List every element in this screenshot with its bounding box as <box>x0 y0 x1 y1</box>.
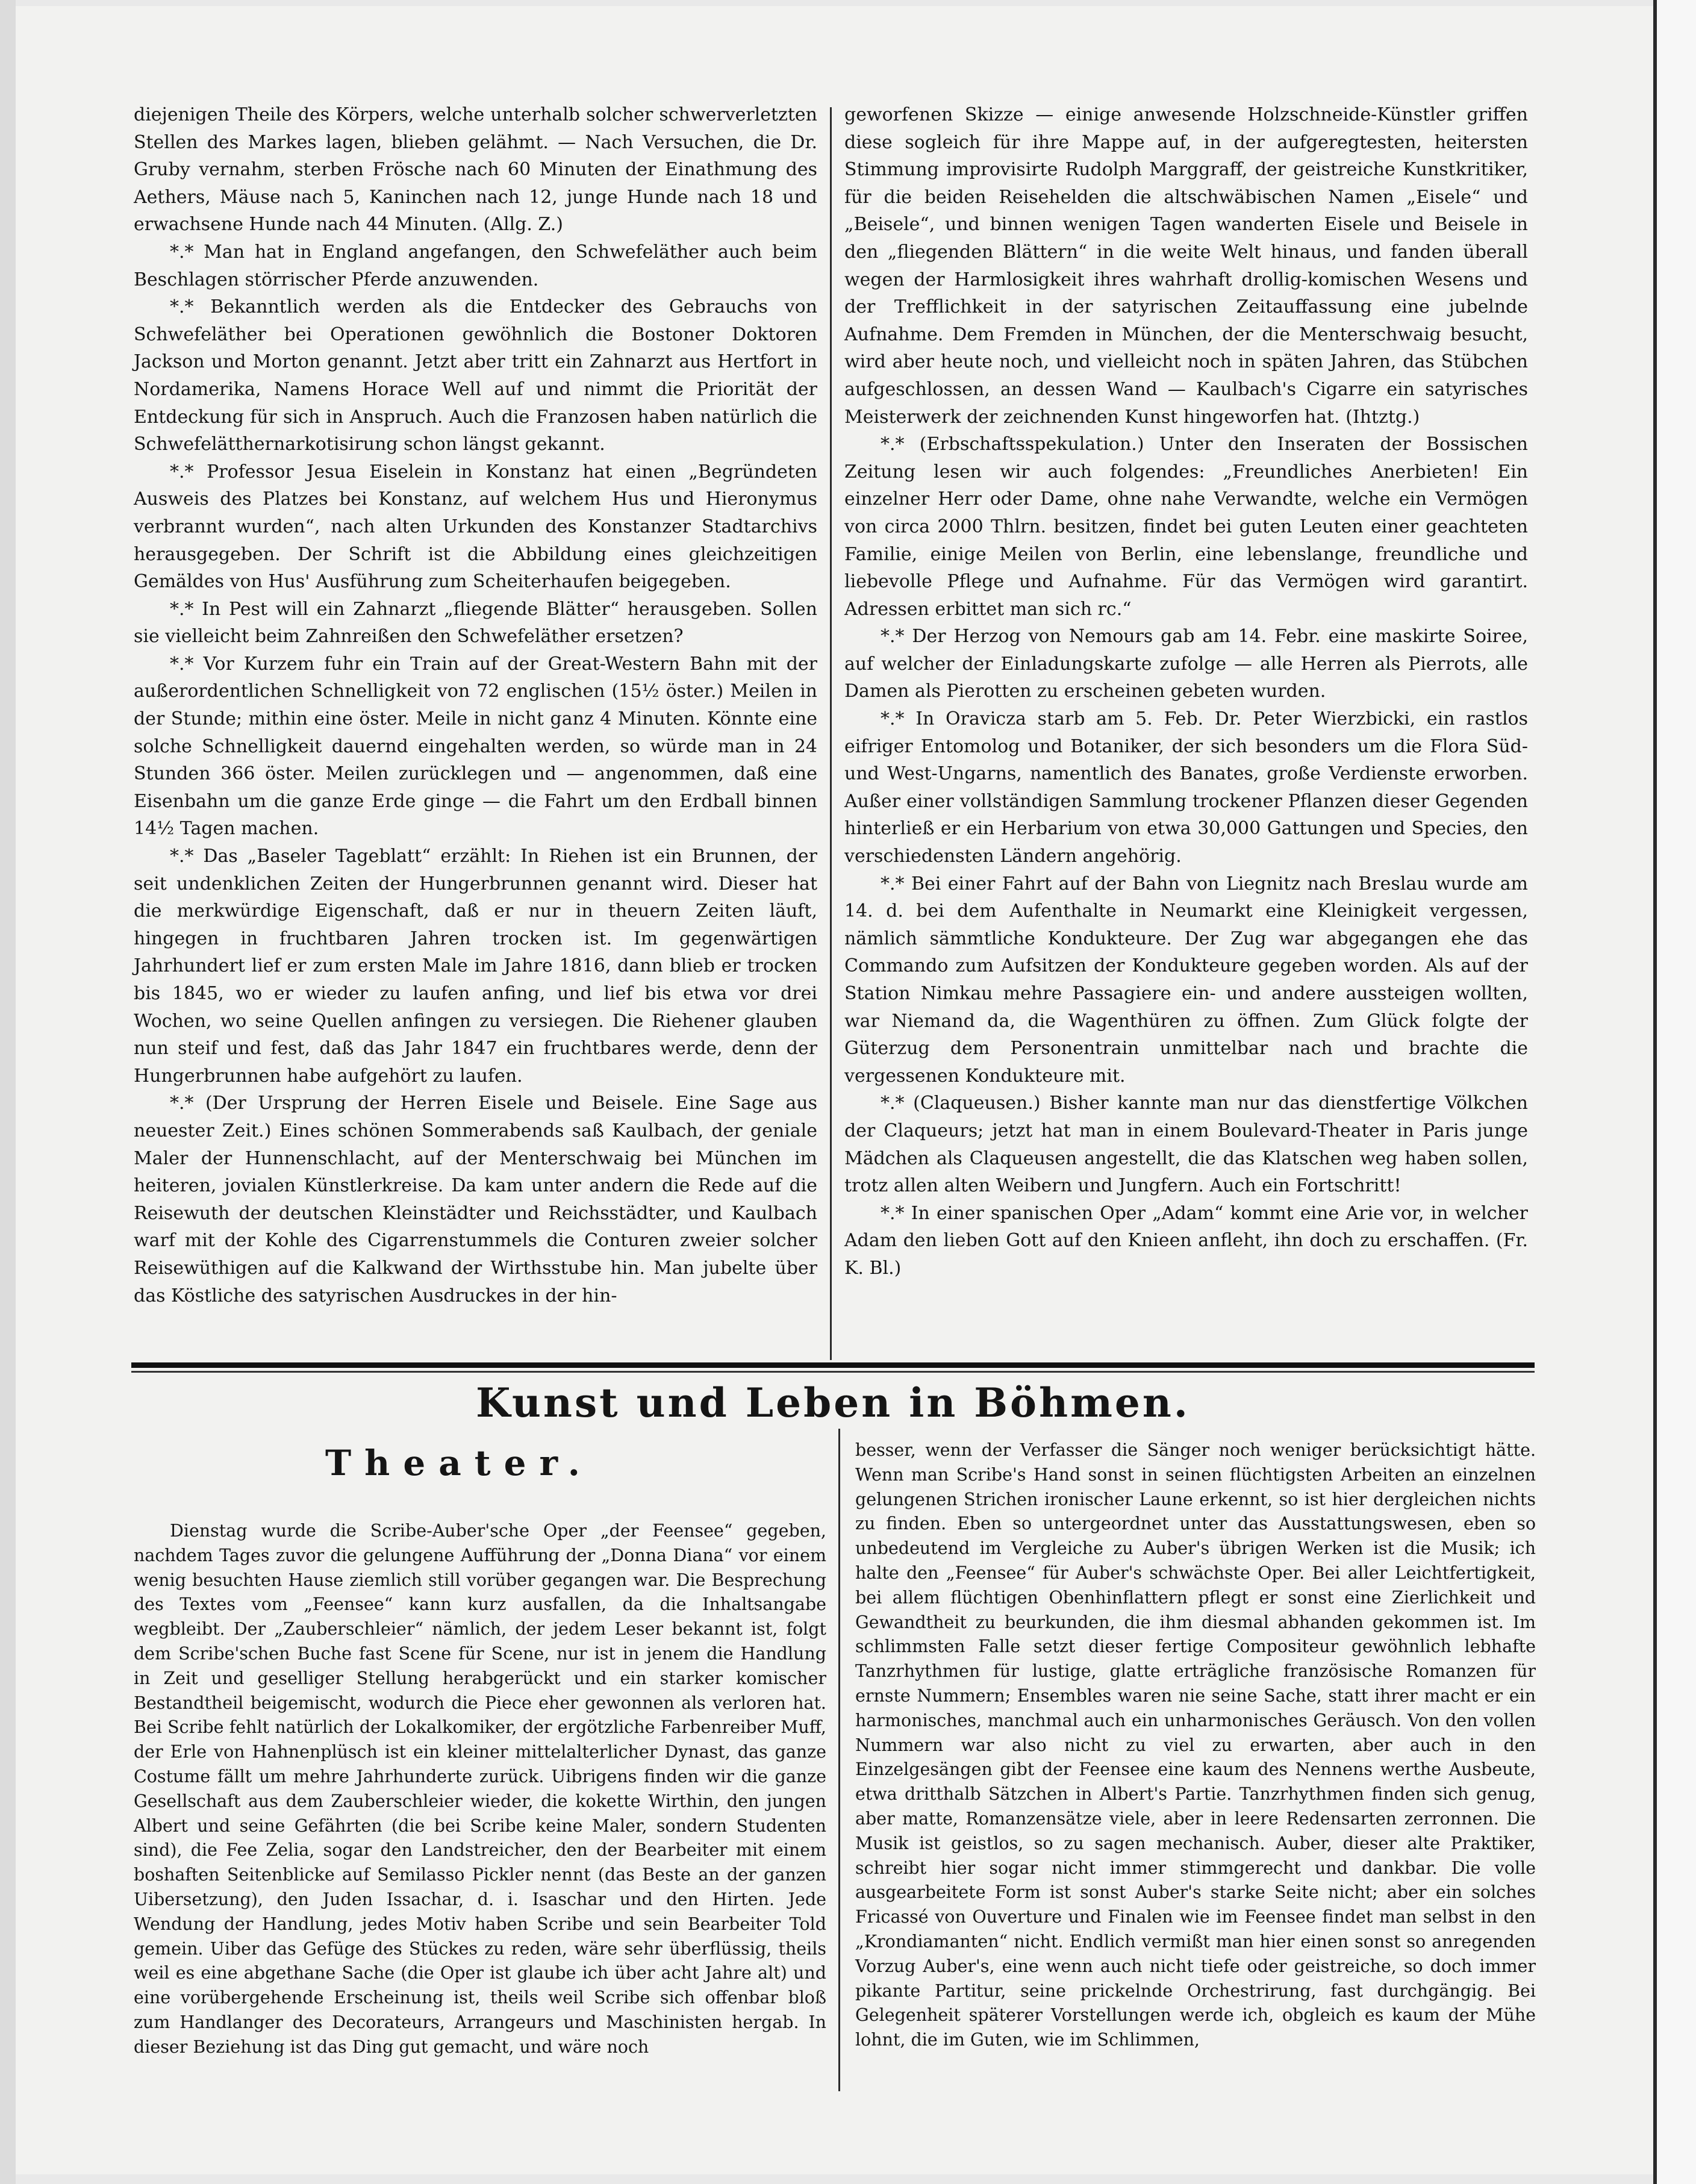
column-divider-top <box>830 107 832 1360</box>
paragraph: *.* Der Herzog von Nemours gab am 14. Febr. eine maskirte Soiree, auf welcher der Einladungskarte zufolge — alle Herren als Pierrots, alle Damen als Pierotten zu erscheinen gebeten wurden. <box>844 626 1528 702</box>
paragraph: *.* Das „Baseler Tageblatt“ erzählt: In Riehen ist ein Brunnen, der seit undenklichen Zeiten der Hungerbrunnen genannt wird. Dieser hat die merkwürdige Eigenschaft, daß er nur in theuern Zeiten läuft, hingegen in fruchtbaren Jahren trocken ist. Im gegenwärtigen Jahrhundert lief er zum ersten Male im Jahre 1816, dann blieb er trocken bis 1845, wo er wieder zu laufen anfing, und lief bis etwa vor drei Wochen, wo seine Quellen anfingen zu versiegen. Die Riehener glauben nun steif und fest, daß das Jahr 1847 ein fruchtbares werde, denn der Hungerbrunnen habe aufgehört zu laufen. <box>134 846 817 1087</box>
paragraph: *.* Bei einer Fahrt auf der Bahn von Liegnitz nach Breslau wurde am 14. d. bei dem Aufenthalte in Neumarkt eine Kleinigkeit vergessen, nämlich sämmtliche Kondukteure. Der Zug war abgegangen ehe das Commando zum Aufsitzen der Kondukteure gegeben worden. Als auf der Station Nimkau mehre Passagiere ein- und andere aussteigen wollten, war Niemand da, die Wagenthüren zu öffnen. Zum Glück folgte der Güterzug dem Personentrain unmittelbar nach und brachte die vergessenen Kondukteure mit. <box>844 873 1528 1087</box>
scan-left-margin <box>0 0 16 2184</box>
paragraph: Dienstag wurde die Scribe-Auber'sche Oper „der Feensee“ gegeben, nachdem Tages zuvor die gelungene Aufführung der „Donna Diana“ vor einem wenig besuchten Hause ziemlich still vorüber gegangen war. Die Besprechung des Textes vom „Feensee“ kann kurz ausfallen, da die Inhaltsangabe wegbleibt. Der „Zauberschleier“ nämlich, der jedem Leser bekannt ist, folgt dem Scribe'schen Buche fast Scene für Scene, nur ist in jenem die Handlung in Zeit und geselliger Stellung herabgerückt und ein starker komischer Bestandtheil beigemischt, wodurch die Piece eher gewonnen als verloren hat. Bei Scribe fehlt natürlich der Lokalkomiker, der ergötzliche Farbenreiber Muff, der Erle von Hahnenplüsch ist ein kleiner mittelalterlicher Dynast, das ganze Costume fällt um mehre Jahrhunderte zurück. Uibrigens finden wir die ganze Gesellschaft aus dem Zauberschleier wieder, die kokette Wirthin, den jungen Albert und seine Gefährten (die bei Scribe keine Maler, sondern Studenten sind), die Fee Zelia, sogar den Landstreicher, den der Bearbeiter mit einem boshaften Seitenblicke auf Semilasso Pickler nennt (das Beste an der ganzen Uibersetzung), den Juden Issachar, d. i. Isaschar und den Hirten. Jede Wendung der Handlung, jedes Motiv haben Scribe und sein Bearbeiter Told gemein. Uiber das Gefüge des Stückes zu reden, wäre sehr überflüssig, theils weil es eine abgethane Sache (die Oper ist glaube ich über acht Jahre alt) und eine vorübergehende Erscheinung ist, theils weil Scribe sich offenbar bloß zum Handlanger des Decorateurs, Arrangeurs und Maschinisten hergab. In dieser Beziehung ist das Ding gut gemacht, und wäre noch <box>134 1521 826 2057</box>
subsection-heading: Theater. <box>325 1443 593 1484</box>
section-rule-thin <box>131 1371 1535 1373</box>
paragraph: *.* Vor Kurzem fuhr ein Train auf der Great-Western Bahn mit der außerordentlichen Schnelligkeit von 72 englischen (15½ öster.) Meilen in der Stunde; mithin eine öster. Meile in nicht ganz 4 Minuten. Könnte eine solche Schnelligkeit dauernd eingehalten werden, so würde man in 24 Stunden 366 öster. Meilen zurücklegen und — angenommen, daß eine Eisenbahn um die ganze Erde ginge — die Fahrt um den Erdball binnen 14½ Tagen machen. <box>134 653 817 840</box>
bottom-right-column <box>855 1438 1536 2053</box>
bottom-left-column <box>134 1519 826 2060</box>
paragraph: *.* In einer spanischen Oper „Adam“ kommt eine Arie vor, in welcher Adam den lieben Gott auf den Knieen anfleht, ihn doch zu erschaffen. (Fr. K. Bl.) <box>844 1202 1528 1279</box>
top-left-column <box>134 101 817 1309</box>
top-right-column <box>844 101 1528 1282</box>
column-divider-bottom <box>838 1429 840 2091</box>
section-heading: Kunst und Leben in Böhmen. <box>476 1379 1190 1426</box>
scan-right-edge <box>1653 0 1696 2184</box>
paragraph: *.* In Pest will ein Zahnarzt „fliegende Blätter“ herausgeben. Sollen sie vielleicht beim Zahnreißen den Schwefeläther ersetzen? <box>134 598 817 647</box>
paragraph: *.* (Claqueusen.) Bisher kannte man nur das dienstfertige Völkchen der Claqueurs; jetzt hat man in einem Boulevard-Theater in Paris junge Mädchen als Claqueusen angestellt, die das Klatschen weg haben sollen, trotz allen alten Weibern und Jungfern. Auch ein Fortschritt! <box>844 1093 1528 1197</box>
section-rule-thick <box>131 1362 1535 1368</box>
paragraph: diejenigen Theile des Körpers, welche unterhalb solcher schwerverletzten Stellen des Markes lagen, blieben gelähmt. — Nach Versuchen, die Dr. Gruby vernahm, sterben Frösche nach 60 Minuten der Einathmung des Aethers, Mäuse nach 5, Kaninchen nach 12, junge Hunde nach 18 und erwachsene Hunde nach 44 Minuten. (Allg. Z.) <box>134 104 817 236</box>
paragraph: *.* Man hat in England angefangen, den Schwefeläther auch beim Beschlagen störrischer Pferde anzuwenden. <box>134 241 817 290</box>
paragraph: *.* (Erbschaftsspekulation.) Unter den Inseraten der Bossischen Zeitung lesen wir auch folgendes: „Freundliches Anerbieten! Ein einzelner Herr oder Dame, ohne nahe Verwandte, welche ein Vermögen von circa 2000 Thlrn. besitzen, findet bei guten Leuten einer geachteten Familie, einige Meilen von Berlin, eine lebenslange, freundliche und liebevolle Pflege und Aufnahme. Für das Vermögen wird garantirt. Adressen erbittet man sich rc.“ <box>844 434 1528 620</box>
paragraph: *.* Bekanntlich werden als die Entdecker des Gebrauchs von Schwefeläther bei Operationen gewöhnlich die Bostoner Doktoren Jackson und Morton genannt. Jetzt aber tritt ein Zahnarzt aus Hertfort in Nordamerika, Namens Horace Well auf und nimmt die Priorität der Entdeckung für sich in Anspruch. Auch die Franzosen haben natürlich die Schwefelätthernarkotisirung schon längst gekannt. <box>134 296 817 455</box>
paragraph: *.* (Der Ursprung der Herren Eisele und Beisele. Eine Sage aus neuester Zeit.) Eines schönen Sommerabends saß Kaulbach, der geniale Maler der Hunnenschlacht, auf der Menterschwaig bei München im heiteren, jovialen Künstlerkreise. Da kam unter andern die Rede auf die Reisewuth der deutschen Kleinstädter und Reichsstädter, und Kaulbach warf mit der Kohle des Cigarrenstummels die Conturen zweier solcher Reisewüthigen auf die Kalkwand der Wirthsstube hin. Man jubelte über das Köstliche des satyrischen Ausdruckes in der hin- <box>134 1093 817 1306</box>
paragraph: *.* In Oravicza starb am 5. Feb. Dr. Peter Wierzbicki, ein rastlos eifriger Entomolog und Botaniker, der sich besonders um die Flora Süd- und West-Ungarns, namentlich des Banates, große Verdienste erworben. Außer einer vollständigen Sammlung trockener Pflanzen dieser Gegenden hinterließ er ein Herbarium von etwa 30,000 Gattungen und Species, den verschiedensten Ländern angehörig. <box>844 708 1528 867</box>
paragraph: geworfenen Skizze — einige anwesende Holzschneide-Künstler griffen diese sogleich für ihre Mappe auf, in der aufgeregtesten, heitersten Stimmung improvisirte Rudolph Marggraff, der geistreiche Kunstkritiker, für die beiden Reisehelden die altschwäbischen Namen „Eisele“ und „Beisele“, und binnen wenigen Tagen wanderten Eisele und Beisele in den „fliegenden Blättern“ in die weite Welt hinaus, und fanden überall wegen der Harmlosigkeit ihres wahrhaft drollig-komischen Wesens und der Trefflichkeit in der satyrischen Zeitauffassung eine jubelnde Aufnahme. Dem Fremden in München, der die Menterschwaig besucht, wird aber heute noch, und vielleicht noch in späten Jahren, das Stübchen aufgeschlossen, an dessen Wand — Kaulbach's Cigarre ein satyrisches Meisterwerk der zeichnenden Kunst hingeworfen hat. (Ihtztg.) <box>844 104 1528 428</box>
paragraph: *.* Professor Jesua Eiselein in Konstanz hat einen „Begründeten Ausweis des Platzes bei Konstanz, auf welchem Hus und Hieronymus verbrannt wurden“, nach alten Urkunden des Konstanzer Stadtarchivs herausgegeben. Der Schrift ist die Abbildung eines gleichzeitigen Gemäldes von Hus' Ausführung zum Scheiterhaufen beigegeben. <box>134 461 817 593</box>
paragraph: besser, wenn der Verfasser die Sänger noch weniger berücksichtigt hätte. Wenn man Scribe's Hand sonst in seinen flüchtigsten Arbeiten an einzelnen gelungenen Strichen ironischer Laune erkennt, so ist hier dergleichen nichts zu finden. Eben so untergeordnet unter das Ausstattungswesen, eben so unbedeutend im Vergleiche zu Auber's übrigen Werken ist die Musik; ich halte den „Feensee“ für Auber's schwächste Oper. Bei aller Leichtfertigkeit, bei allem flüchtigen Obenhinflattern pflegt er sonst eine Zierlichkeit und Gewandtheit zu beurkunden, die ihm diesmal abhanden gekommen ist. Im schlimmsten Falle setzt dieser fertige Compositeur gewöhnlich lebhafte Tanzrhythmen für lustige, glatte erträgliche französische Romanzen für ernste Nummern; Ensembles waren nie seine Sache, statt ihrer macht er ein harmonisches, manchmal auch ein unharmonisches Geräusch. Von den vollen Nummern war also nicht zu viel zu erwarten, aber auch in den Einzelgesängen gibt der Feensee eine kaum des Nennens werthe Ausbeute, etwa dritthalb Sätzchen in Albert's Partie. Tanzrhythmen finden sich genug, aber matte, Romanzensätze viele, aber in leere Redensarten zerronnen. Die Musik ist geistlos, so zu sagen mechanisch. Auber, dieser alte Praktiker, schreibt hier sogar nicht immer stimmgerecht und dankbar. Die volle ausgearbeitete Form ist sonst Auber's starke Seite nicht; aber ein solches Fricassé von Ouverture und Finalen wie im Feensee findet man selbst in den „Krondiamanten“ nicht. Endlich vermißt man hier einen sonst so anregenden Vorzug Auber's, eine wenn auch nicht tiefe oder geistreiche, so doch immer pikante Partitur, seine prickelnde Orchestrirung, fast durchgängig. Bei Gelegenheit späterer Vorstellungen werde ich, obgleich es kaum der Mühe lohnt, die im Guten, wie im Schlimmen, <box>855 1440 1536 2050</box>
